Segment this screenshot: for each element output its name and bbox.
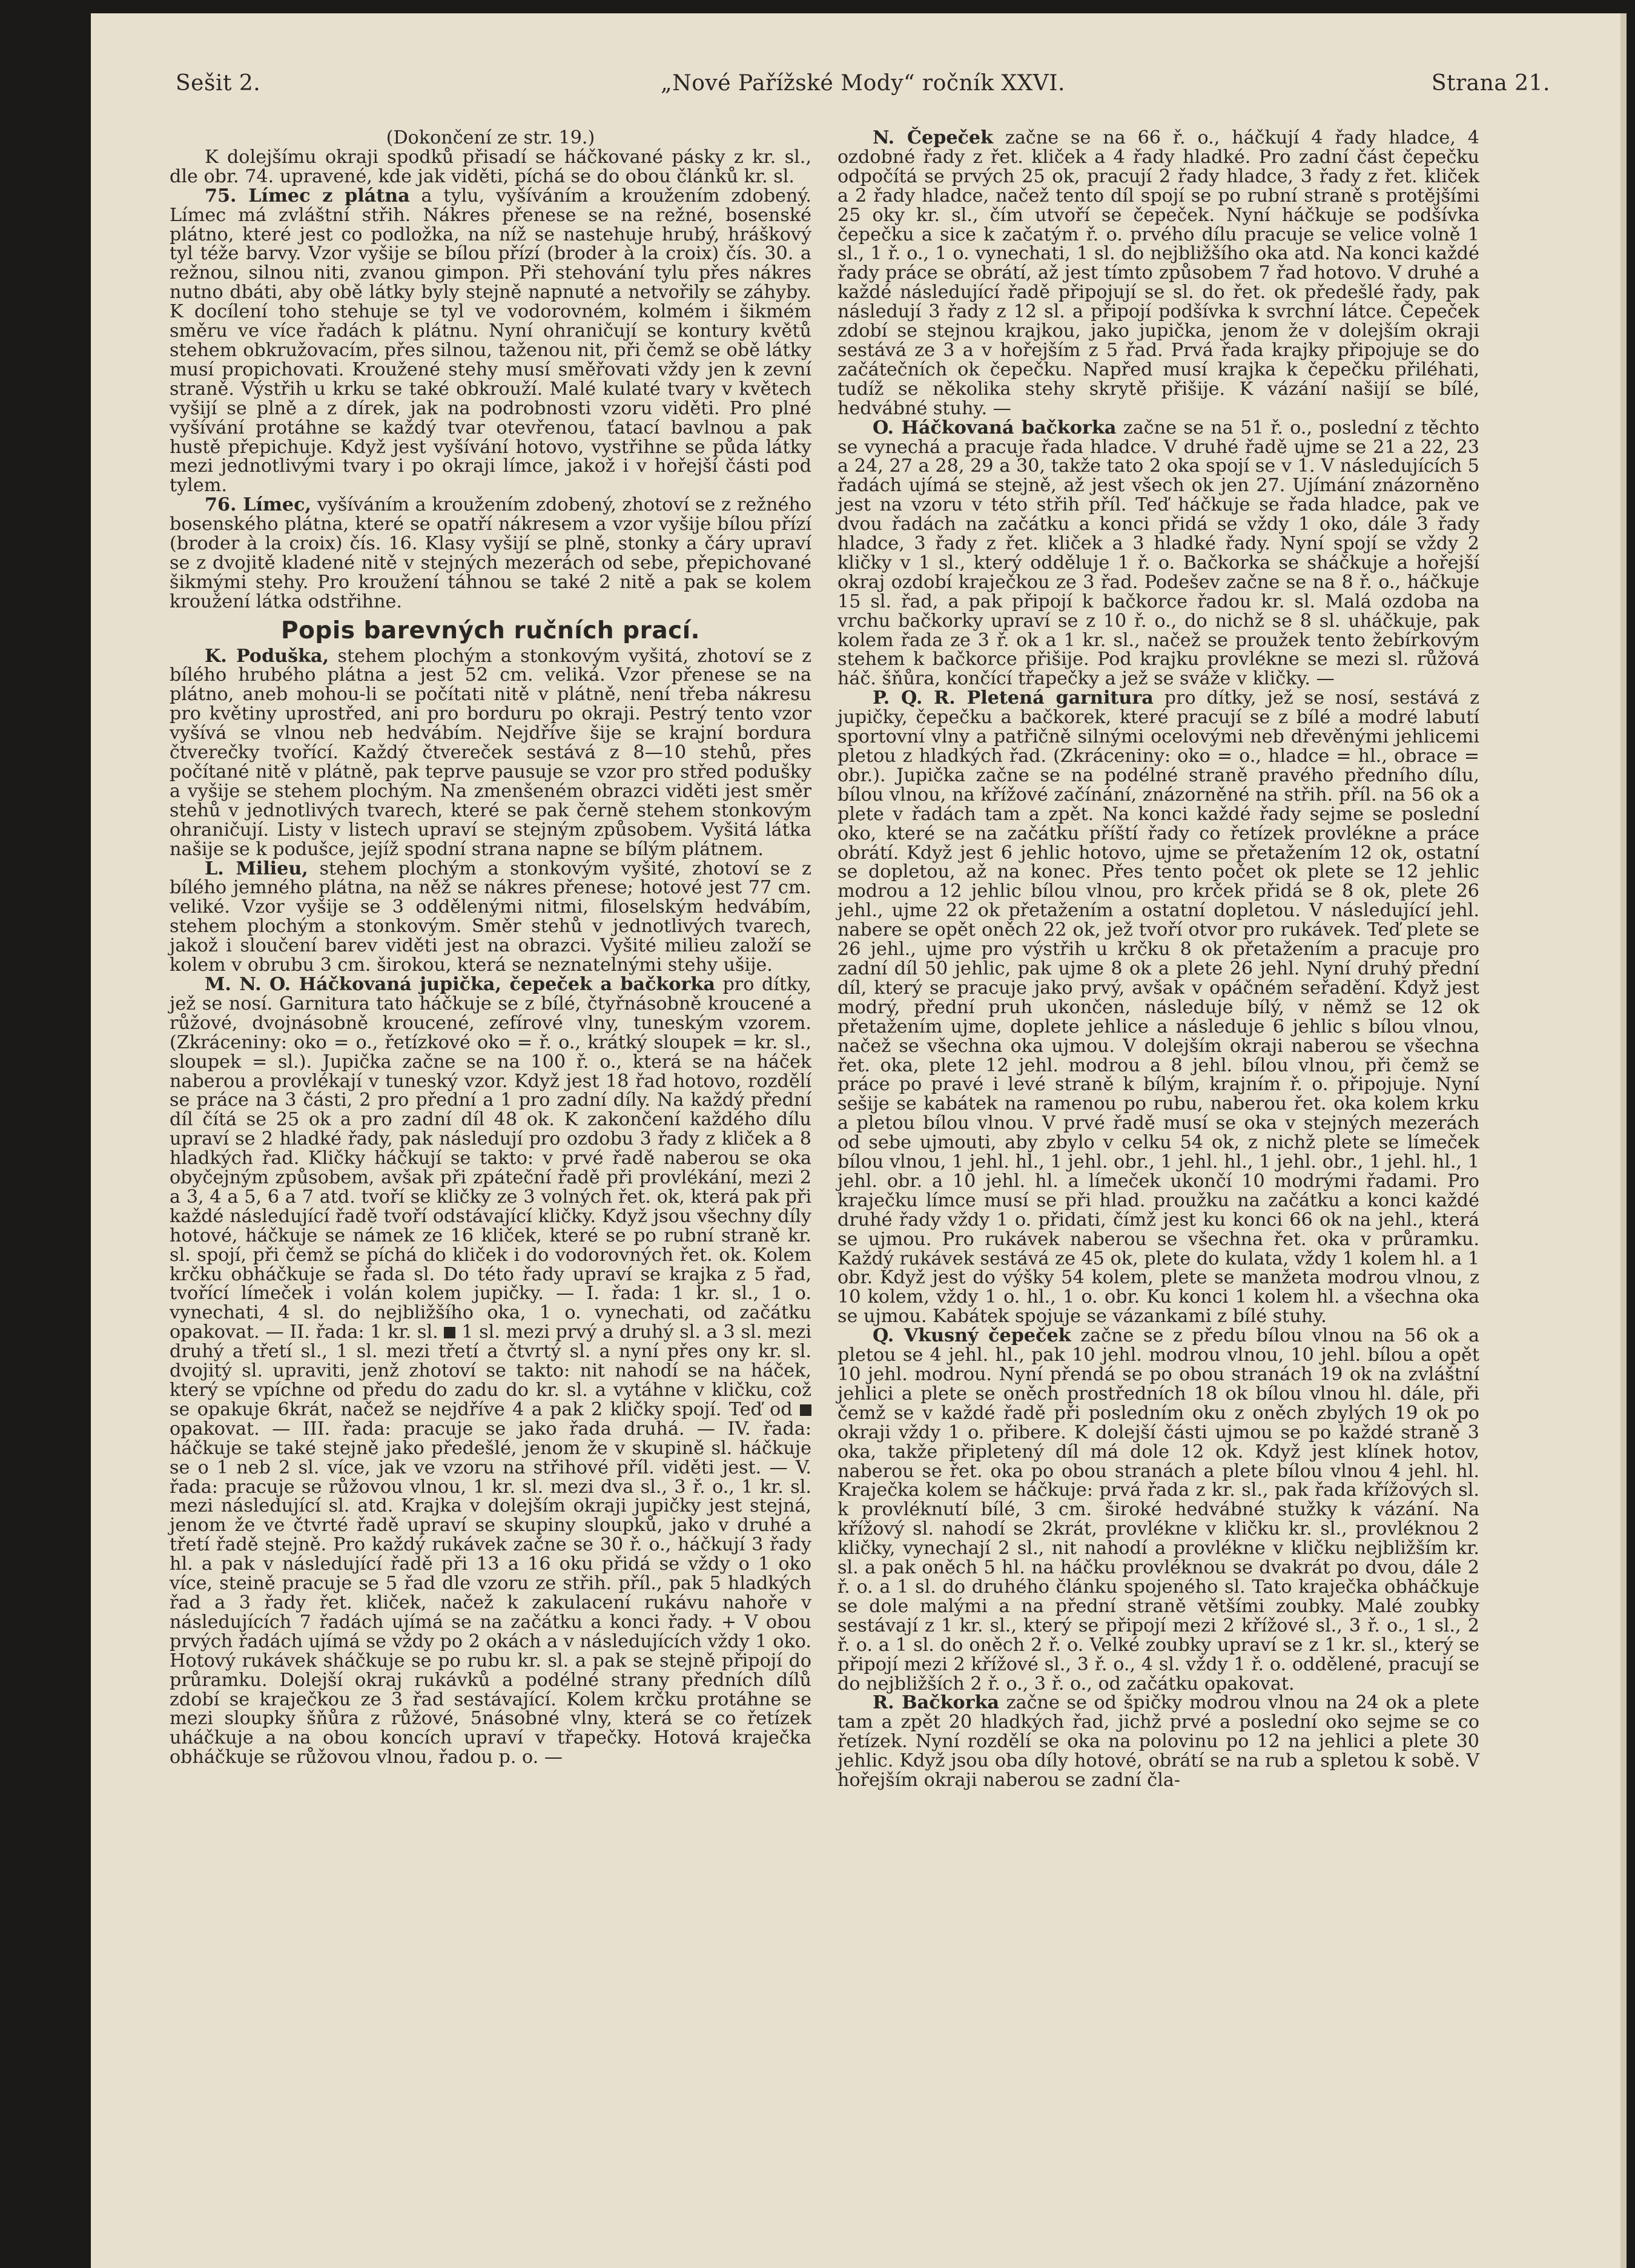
paragraph-k	[170, 647, 811, 859]
header-page-number: Strana 21.	[1431, 71, 1550, 96]
paragraph-n-heading: N. Čepeček	[873, 127, 994, 148]
black-square-icon	[444, 1327, 455, 1338]
paragraph-k-heading: K. Poduška,	[205, 645, 329, 667]
paragraph-75-heading: 75. Límec z plátna	[205, 185, 410, 207]
paragraph-75	[170, 187, 811, 496]
paragraph-mno-text-a: pro dítky, jež se nosí. Garnitura tato háčkuje se z bílé, čtyřnásobně kroucené a růžové, dvojnásobně kroucené, zefírové vlny, tuneským vzorem. (Zkráceniny: oko = o., řetízkové oko = ř. o., krátký sloupek = kr. sl., sloupek = sl.). Jupička začne se na 100 ř. o., která se na háček naberou a provlékají v tuneský vzor. Když jest 18 řad hotovo, rozdělí se práce na 3 části, 2 pro přední a 1 pro zadní díly. Na každý přední díl čítá se 25 ok a pro zadní díl 48 ok. K zakončení každého dílu upraví se 2 hladké řady, pak následují pro ozdobu 3 řady z kliček a 8 hladkých řad. Kličky háčkují se takto: v prvé řadě naberou se oka obyčejným způsobem, avšak při zpáteční řadě při provlékání, mezi 2 a 3, 4 a 5, 6 a 7 atd. tvoří se kličky ze 3 volných řet. ok, která pak při každé následující řadě tvoří odstávající kličky. Když jsou všechny díly hotové, háčkuje se námek ze 16 kliček, které se po rubní straně kr. sl. spojí, při čemž se píchá do kliček i do vodorovných řet. ok. Kolem krčku obháčkuje se řada sl. Do této řady upraví se krajka z 5 řad, tvořící límeček i volán kolem jupičky. — I. řada: 1 kr. sl., 1 o. vynechati, 4 sl. do nejbližšího oka, 1 o. vynechati, od začátku opakovat. — II. řada: 1 kr. sl.	[170, 973, 811, 1343]
paragraph-q-text: začne se z předu bílou vlnou na 56 ok a pletou se 4 jehl. hl., pak 10 jehl. modrou vlnou, 10 jehl. bílou a opět 10 jehl. modrou. Nyní přendá se po obou stranách 19 ok na zvláštní jehlici a plete se oněch prostředních 18 ok bílou vlnou hl. dále, při čemž se v každé řadě při posledním oku z oněch zbylých 19 ok po okraji vždy 1 o. přibere. K dolejší části ujmou se po každé straně 3 oka, takže připletený díl má dole 12 ok. Když jest klínek hotov, naberou se řet. oka po obou stranách a plete bílou vlnou 4 jehl. hl. Kraječka kolem se háčkuje: prvá řada z kr. sl., pak řada křížových sl. k provléknutí bílé, 3 cm. široké hedvábné stužky k vázání. Na křížový sl. nahodí se 2krát, provlékne v kličku kr. sl., provléknou 2 kličky, vynechají 2 sl., nit nahodí a provlékne v kličku nejbližším kr. sl. a pak oněch 5 hl. na háčku provléknou se dvakrát po dvou, dále 2 ř. o. a 1 sl. do druhého článku spojeného sl. Tato kraječka obháčkuje se dole malými a na přední straně většími zoubky. Malé zoubky sestávají z 1 kr. sl., který se připojí mezi 2 křížové sl., 3 ř. o., 1 sl., 2 ř. o. a 1 sl. do oněch 2 ř. o. Velké zoubky upraví se z 1 kr. sl., který se připojí mezi 2 křížové sl., 3 ř. o., 4 sl. vždy 1 ř. o. oddělené, pracují se do nejbližších 2 ř. o., 3 ř. o., od začátku opakovat.	[837, 1325, 1479, 1694]
paragraph-75-text: a tylu, vyšíváním a kroužením zdobený. Límec má zvláštní střih. Nákres přenese se na režné, bosenské plátno, které jest co podložka, na níž se nastehuje hrubý, hráškový tyl téže barvy. Vzor vyšije se bílou přízí (broder à la croix) čís. 30. a režnou, silnou niti, zvanou gimpon. Při stehování tylu přes nákres nutno dbáti, aby obě látky byly stejně napnuté a netvořily se záhyby. K docílení toho stehuje se tyl ve vodorovném, kolmém i šikmém směru ve více řadách k plátnu. Nyní ohraničují se kontury květů stehem obkružovacím, přes silnou, taženou nit, při čemž se obě látky musí propichovati. Kroužené stehy musí směřovati vždy jen k zevní straně. Výstřih u krku se také obkrouží. Malé kulaté tvary v květech vyšijí se plně a z dírek, jak na podrobnosti vzoru viděti. Pro plné vyšívání protáhne se každý tvar otevřenou, ťatací bavlnou a pak hustě přepichuje. Když jest vyšívání hotovo, vystřihne se půda látky mezi jednotlivými tvary i po okraji límce, jakož i v hořejší části pod tylem.	[170, 185, 811, 497]
right-column	[837, 128, 1479, 1790]
paragraph-o-heading: O. Háčkovaná bačkorka	[873, 417, 1117, 438]
paragraph-k-text: stehem plochým a stonkovým vyšitá, zhotoví se z bílého hrubého plátna a jest 52 cm. veliká. Vzor přenese se na plátno, aneb mohou-li se počítati nitě v plátně, není třeba nákresu pro květiny uprostřed, ani pro borduru po okraji. Pestrý tento vzor vyšívá se vlnou neb hedvábím. Nejdříve šije se krajní bordura čtverečky tvořící. Každý čtvereček sestává z 8—10 stehů, přes počítané nitě v plátně, pak teprve pausuje se vzor pro střed podušky a vyšije se stehem plochým. Na zmenšeném obrazci viděti jest směr stehů v jednotlivých tvarech, které se pak černě stehem stonkovým ohraničují. Listy v listech upraví se stejným způsobem. Vyšitá látka našije se k podušce, jejíž spodní strana napne se bílým plátnem.	[170, 645, 811, 860]
paragraph-l	[170, 859, 811, 975]
paragraph-r	[837, 1693, 1479, 1790]
left-column	[170, 128, 811, 1767]
paragraph-76-heading: 76. Límec,	[205, 494, 311, 516]
paragraph-o	[837, 418, 1479, 689]
header-issue: Sešit 2.	[176, 71, 261, 96]
paragraph-o-text: začne se na 51 ř. o., poslední z těchto se vynechá a pracuje řada hladce. V druhé řadě ujme se 21 a 22, 23 a 24, 27 a 28, 29 a 30, takže tato 2 oka spojí se v 1. V následujících 5 řadách ujímá se stejně, až jest všech ok jen 27. Ujímání znázorněno jest na vzoru v této střih příl. Teď háčkuje se řada hladce, pak ve dvou řadách na začátku a konci přidá se vždy 1 oko, dále 3 řady hladce, 3 řady z řet. kliček a 3 hladké řady. Nyní spojí se vždy 2 kličky v 1 sl., který odděluje 1 ř. o. Bačkorka se sháčkuje a hořejší okraj ozdobí kraječkou ze 3 řad. Podešev začne se na 8 ř. o., háčkuje 15 sl. řad, a pak připojí k bačkorce řadou kr. sl. Malá ozdoba na vrchu bačkorky upraví se z 10 ř. o., do nichž se 8 sl. uháčkuje, pak kolem řada ze 3 ř. ok a 1 kr. sl., načež se proužek tento žebírkovým stehem k bačkorce přišije. Pod krajku provlékne se mezi sl. růžová háč. šňůra, končící třapečky a jež se sváže v kličky. —	[837, 417, 1479, 690]
paragraph-r-heading: R. Bačkorka	[873, 1692, 1000, 1714]
paragraph-mno-text-b: 1 sl. mezi prvý a druhý sl. a 3 sl. mezi druhý a třetí sl., 1 sl. mezi třetí a čtvrtý sl. a nyní přes ony kr. sl. dvojitý sl. upraviti, jenž zhotoví se takto: nit nahodí se na háček, který se vpíchne od předu do zadu do kr. sl. a vytáhne v kličku, což se opakuje 6krát, načež se nejdříve 4 a pak 2 kličky spojí. Teď od	[170, 1321, 811, 1420]
continuation-note: (Dokončení ze str. 19.)	[386, 127, 595, 148]
intro-paragraph: K dolejšímu okraji spodků přisadí se háčkované pásky z kr. sl., dle obr. 74. upravené, kde jak viděti, píchá se do obou článků kr. sl.	[170, 146, 811, 187]
paragraph-l-heading: L. Milieu,	[205, 858, 308, 879]
header-magazine-title: „Nové Pařížské Mody“ ročník XXVI.	[661, 71, 1065, 96]
section-title: Popis barevných ručních prací.	[281, 617, 700, 644]
paragraph-mno-heading: M. N. O. Háčkovaná jupička, čepeček a bačkorka	[205, 973, 715, 995]
paragraph-l-text: stehem plochým a stonkovým vyšité, zhotoví se z bílého jemného plátna, na něž se nákres přenese; hotové jest 77 cm. veliké. Vzor vyšije se 3 oddělenými nitmi, filoselským hedvábím, stehem plochým a stonkovým. Směr stehů v jednotlivých tvarech, jakož i sloučení barev viděti jest na obrazci. Vyšité milieu založí se kolem v obrubu 3 cm. širokou, která se neznatelnými stehy ušije.	[170, 858, 811, 976]
paragraph-mno-text-c: opakovat. — III. řada: pracuje se jako řada druhá. — IV. řada: háčkuje se také stejně jako předešlé, jenom že v skupině sl. háčkuje se o 1 neb 2 sl. více, jak ve vzoru na střihové příl. viděti jest. — V. řada: pracuje se růžovou vlnou, 1 kr. sl. mezi dva sl., 3 ř. o., 1 kr. sl. mezi následující sl. atd. Krajka v dolejším okraji jupičky jest stejná, jenom že ve čtvrté řadě upraví se skupiny sloupků, jako v druhé a třetí řadě stejně. Pro každý rukávek začne se 30 ř. o., háčkují 3 řady hl. a pak v následující řadě při 13 a 16 oku přidá se vždy o 1 oko více, steině pracuje se 5 řad dle vzoru ze střih. příl., pak 5 hladkých řad a 3 řady řet. kliček, načež k zakulacení rukávu nahoře v následujících 7 řadách ujímá se na začátku a konci řady. + V obou prvých řadách ujímá se vždy po 2 okách a v následujících vždy 1 oko. Hotový rukávek sháčkuje se po rubu kr. sl. a pak se stejně připojí do průramku. Dolejší okraj rukávků a podélné strany předních dílů zdobí se kraječkou ze 3 řad sestávající. Kolem krčku protáhne se mezi sloupky šňůra z růžové, 5násobné vlny, která se co řetízek uháčkuje a na obou koncích upraví v třapečky. Hotová kraječka obháčkuje se růžovou vlnou, řadou p. o. —	[170, 1418, 811, 1768]
magazine-page	[91, 13, 1627, 2268]
paragraph-n-text: začne se na 66 ř. o., háčkují 4 řady hladce, 4 ozdobné řady z řet. kliček a 4 řady hladké. Pro zadní část čepečku odpočítá se prvých 25 ok, pracují 2 řady hladce, 3 řady z řet. kliček a 2 řady hladce, načež tento díl spojí se po rubní straně s protějšími 25 oky kr. sl., čím utvoří se čepeček. Nyní háčkuje se podšívka čepečku a sice k začatým ř. o. prvého dílu pracuje se velice volně 1 sl., 1 ř. o., 1 o. vynechati, 1 sl. do nejbližšího oka atd. Na konci každé řady práce se obrátí, až jest tímto způsobem 7 řad hotovo. V druhé a každé následující řadě připojují se sl. do řet. ok předešlé řady, pak následují 3 řady z 12 sl. a připojí podšívka k svrchní látce. Čepeček zdobí se stejnou krajkou, jako jupička, jenom že v dolejším okraji sestává ze 3 a v hořejším z 5 řad. Prvá řada krajky připojuje se do začátečních ok čepečku. Napřed musí krajka k čepečku přiléhati, tudíž se několika stehy skrytě přišije. K vázání našijí se bílé, hedvábné stuhy. —	[837, 127, 1479, 419]
paragraph-n	[837, 128, 1479, 418]
paragraph-q-heading: Q. Vkusný čepeček	[873, 1325, 1071, 1347]
page-edge	[1620, 13, 1627, 2268]
paragraph-mno	[170, 975, 811, 1767]
paragraph-pqr-text: pro dítky, jež se nosí, sestává z jupičky, čepečku a bačkorek, které pracují se z bílé a modré labutí sportovní vlny a patřičně silnými ocelovými neb dřevěnými jehlicemi pletou z hladkých řad. (Zkráceniny: oko = o., hladce = hl., obrace = obr.). Jupička začne se na podélné straně pravého předního dílu, bílou vlnou, na křížové začínání, znázorněné na střih. příl. na 56 ok a plete v řadách tam a zpět. Na konci každé řady sejme se poslední oko, které se na začátku příští řady co řetízek provlékne a práce obrátí. Když jest 6 jehlic hotovo, ujme se přetažením 12 ok, ostatní se dopletou, až na konec. Přes tento počet ok plete se 12 jehlic modrou a 12 jehlic bílou vlnou, pro krček přidá se 8 ok, plete 26 jehl., ujme 22 ok přetažením a ostatní dopletou. V následující jehl. nabere se opět oněch 22 ok, jež tvoří otvor pro rukávek. Teď plete se 26 jehl., ujme pro výstřih u krčku 8 ok přetažením a pracuje pro zadní díl 50 jehlic, pak ujme 8 ok a plete 26 jehl. Nyní druhý přední díl, který se pracuje jako prvý, avšak v opáčném seřadění. Když jest modrý, přední pruh ukončen, následuje bílý, v němž se 12 ok přetažením ujme, doplete jehlice a následuje 6 jehlic s bílou vlnou, načež se všechna oka ujmou. V dolejším okraji naberou se všechna řet. oka, plete 12 jehl. modrou a 8 jehl. bílou vlnou, při čemž se práce po pravé i levé straně k bílým, krajním ř. o. připojuje. Nyní sešije se kabátek na ramenou po rubu, naberou řet. oka kolem krku a pletou bílou vlnou. V prvé řadě musí se oka v stejných mezerách od sebe ujmouti, aby zbylo v celku 54 ok, z nichž plete se límeček bílou vlnou, 1 jehl. hl., 1 jehl. obr., 1 jehl. hl., 1 jehl. obr., 1 jehl. hl., 1 jehl. obr. a 10 jehl. hl. a límeček ukončí 10 modrými řadami. Pro kraječku límce musí se při hlad. proužku na začátku a konci každé druhé řady vždy 1 o. přidati, čímž jest ku konci 66 ok na jehl., která se ujmou. Pro rukávek naberou se všechna řet. oka v průramku. Každý rukávek sestává ze 45 ok, plete do kulata, vždy 1 kolem hl. a 1 obr. Když jest do výšky 54 kolem, plete se manžeta modrou vlnou, z 10 kolem, vždy 1 o. hl., 1 o. obr. Ku konci 1 kolem hl. a všechna oka se ujmou. Kabátek spojuje se vázankami z bílé stuhy.	[837, 687, 1480, 1327]
running-header	[176, 71, 1550, 107]
paragraph-pqr-heading: P. Q. R. Pletená garnitura	[873, 687, 1154, 709]
paragraph-q	[837, 1326, 1479, 1693]
paragraph-76	[170, 495, 811, 611]
paragraph-r-text: začne se od špičky modrou vlnou na 24 ok a plete tam a zpět 20 hladkých řad, jichž prvé a poslední oko sejme se co řetízek. Nyní rozdělí se oka na polovinu po 12 na jehlici a plete 30 jehlic. Když jsou oba díly hotové, obrátí se na rub a spletou k sobě. V hořejším okraji naberou se zadní čla-	[837, 1692, 1480, 1791]
paragraph-pqr	[837, 689, 1479, 1326]
black-square-icon	[800, 1404, 811, 1416]
paragraph-76-text: vyšíváním a kroužením zdobený, zhotoví se z režného bosenského plátna, které se opatří nákresem a vzor vyšije bílou přízí (broder à la croix) čís. 16. Klasy vyšijí se plně, stonky a čáry upraví se z dvojitě kladené nitě v stejných mezerách od sebe, přepichované šikmými stehy. Pro kroužení táhnou se také 2 nitě a pak se kolem kroužení látka odstřihne.	[170, 494, 811, 612]
